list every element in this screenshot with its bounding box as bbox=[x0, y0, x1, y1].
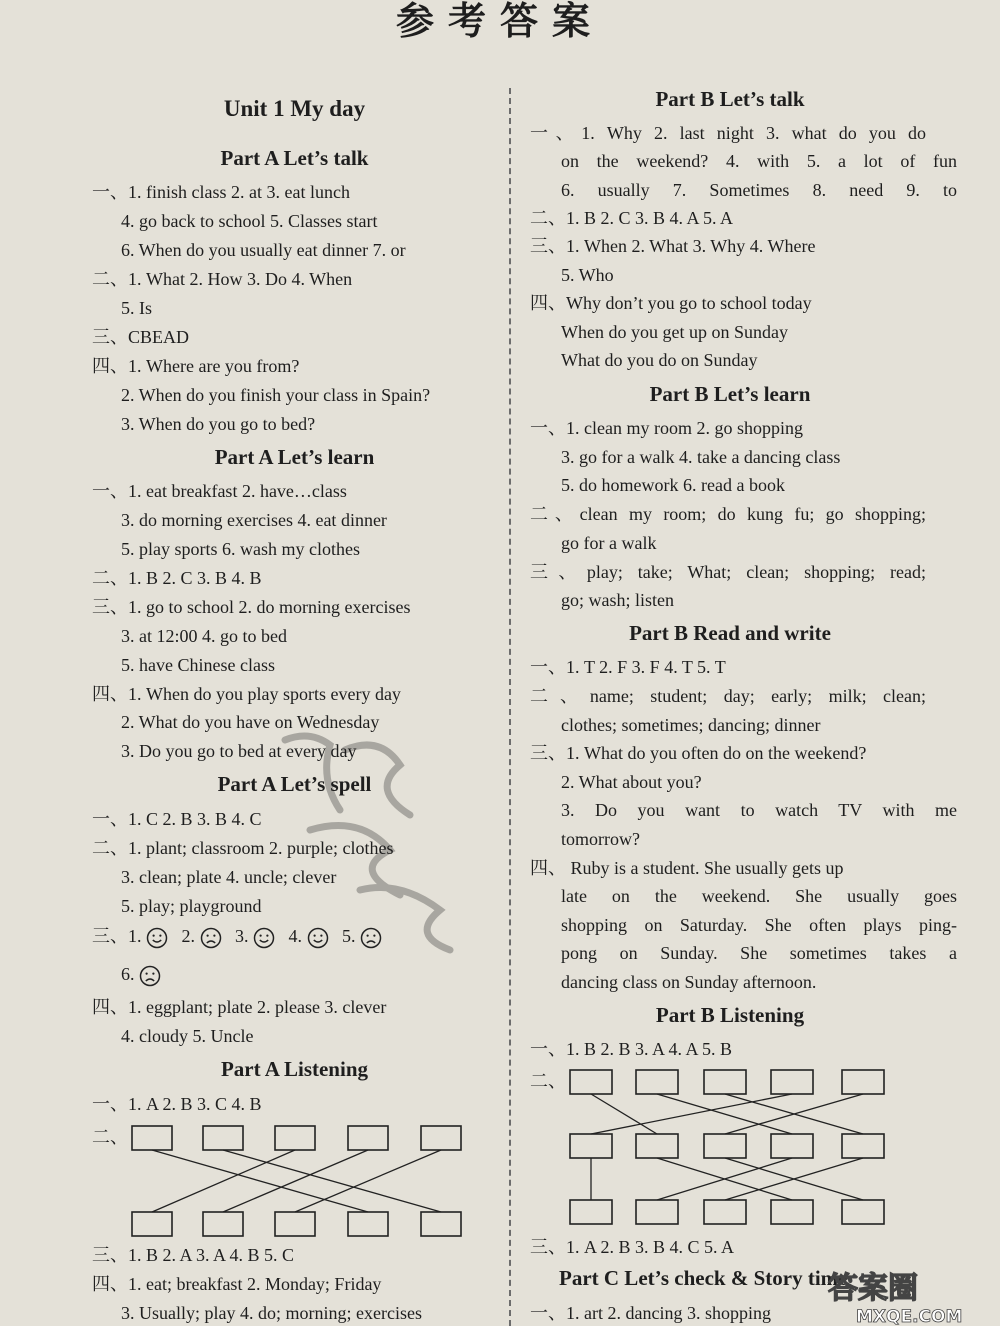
sad-face-icon bbox=[139, 965, 161, 987]
answer-line: 一、1. art 2. dancing 3. shopping bbox=[530, 1303, 771, 1323]
answer-line: When do you get up on Sunday bbox=[561, 322, 788, 342]
answer-line: 5. have Chinese class bbox=[121, 655, 275, 675]
answer-line: 3. at 12:00 4. go to bed bbox=[121, 626, 287, 646]
answer-line: 6. usually 7. Sometimes 8. need 9. to bbox=[561, 180, 957, 200]
match-label: 二、 bbox=[530, 1071, 566, 1091]
heading-partB-listening: Part B Listening bbox=[655, 1003, 805, 1027]
answer-line: 二、1. B 2. C 3. B 4. B bbox=[92, 568, 262, 588]
match-box-top-1 bbox=[570, 1070, 612, 1094]
answer-line: 四、1. Where are you from? bbox=[92, 356, 300, 376]
answer-line: 四、1. eat; breakfast 2. Monday; Friday bbox=[92, 1274, 382, 1294]
match-box-middle-4 bbox=[771, 1134, 813, 1158]
answer-line: 二、1. plant; classroom 2. purple; clothes bbox=[92, 838, 394, 858]
answer-line: 三、1. A 2. B 3. B 4. C 5. A bbox=[530, 1237, 735, 1257]
answer-line: 2. What about you? bbox=[561, 772, 702, 792]
heading-partC: Part C Let’s check & Story time bbox=[559, 1266, 848, 1290]
faces-row-2 bbox=[121, 963, 161, 987]
answer-line: late on the weekend. She usually goes bbox=[561, 886, 957, 906]
answer-line: dancing class on Sunday afternoon. bbox=[561, 972, 817, 992]
match-box-middle-5 bbox=[842, 1134, 884, 1158]
column-divider bbox=[509, 88, 511, 1326]
face-num: 2. bbox=[181, 926, 195, 946]
answer-line: 3. Do you go to bed at every day bbox=[121, 741, 357, 761]
face-num: 1. bbox=[128, 926, 142, 946]
watermark-bottom-text: MXQE.COM bbox=[856, 1307, 963, 1326]
answer-line: clothes; sometimes; dancing; dinner bbox=[561, 715, 821, 735]
answer-line: 四、1. eggplant; plate 2. please 3. clever bbox=[92, 997, 387, 1017]
answer-line: 3. do morning exercises 4. eat dinner bbox=[121, 510, 387, 530]
heading-partA-listening: Part A Listening bbox=[220, 1057, 368, 1081]
match-box-top-2 bbox=[203, 1126, 243, 1150]
match-box-bottom-5 bbox=[842, 1200, 884, 1224]
answer-line: 5. do homework 6. read a book bbox=[561, 475, 785, 495]
answer-line: 一、1. finish class 2. at 3. eat lunch bbox=[92, 182, 350, 202]
watermark-top-text: 答案圈 bbox=[828, 1271, 918, 1306]
match-box-bottom-2 bbox=[203, 1212, 243, 1236]
answer-line: 3. Usually; play 4. do; morning; exercises bbox=[121, 1303, 422, 1323]
match-box-top-4 bbox=[771, 1070, 813, 1094]
match-box-bottom-5 bbox=[421, 1212, 461, 1236]
match-box-bottom-3 bbox=[704, 1200, 746, 1224]
answer-line: 一、1. B 2. B 3. A 4. A 5. B bbox=[530, 1039, 733, 1059]
smiley-face-icon bbox=[146, 927, 168, 949]
answer-line: 4. cloudy 5. Uncle bbox=[121, 1026, 254, 1046]
unit-title: Unit 1 My day bbox=[223, 96, 366, 121]
match-box-middle-3 bbox=[704, 1134, 746, 1158]
match-line bbox=[657, 1094, 792, 1134]
answer-line: 一、1. Why 2. last night 3. what do you do bbox=[530, 123, 926, 143]
page-title: 参考答案 bbox=[395, 1, 604, 43]
match-box-top-2 bbox=[636, 1070, 678, 1094]
answer-line: 二、clean my room; do kung fu; go shopping; bbox=[530, 504, 926, 524]
heading-partB-talk: Part B Let’s talk bbox=[655, 87, 805, 111]
answer-line: 三、1. When 2. What 3. Why 4. Where bbox=[530, 236, 816, 256]
answer-line: 3. Do you want to watch TV with me bbox=[561, 800, 957, 820]
answer-line: 4. go back to school 5. Classes start bbox=[121, 211, 378, 231]
match-line bbox=[223, 1150, 441, 1212]
answer-line: 2. When do you finish your class in Spain? bbox=[121, 385, 431, 405]
answer-line: 一、1. clean my room 2. go shopping bbox=[530, 418, 803, 438]
answer-line: 四、1. When do you play sports every day bbox=[92, 684, 401, 704]
heading-partA-learn: Part A Let’s learn bbox=[214, 445, 375, 469]
stamp-logo bbox=[250, 720, 480, 960]
answer-line: 一、1. eat breakfast 2. have…class bbox=[92, 481, 347, 501]
match-label: 二、 bbox=[92, 1127, 128, 1147]
answer-line: 二、1. B 2. C 3. B 4. A 5. A bbox=[530, 208, 734, 228]
answer-line: 三、play; take; What; clean; shopping; read; bbox=[530, 562, 926, 582]
answer-line: What do you do on Sunday bbox=[561, 350, 758, 370]
faces-label: 三、 bbox=[92, 926, 128, 946]
answer-line: 三、1. What do you often do on the weekend? bbox=[530, 743, 867, 763]
matching-diagram bbox=[92, 1120, 492, 1240]
match-box-bottom-3 bbox=[275, 1212, 315, 1236]
matching-diagram bbox=[530, 1064, 930, 1234]
answer-line: 5. play; playground bbox=[121, 896, 262, 916]
answer-line: 三、1. go to school 2. do morning exercises bbox=[92, 597, 411, 617]
answer-line: 5. Who bbox=[561, 265, 614, 285]
answer-line: tomorrow? bbox=[561, 829, 640, 849]
heading-partA-talk: Part A Let’s talk bbox=[220, 146, 369, 170]
answer-line: 3. go for a walk 4. take a dancing class bbox=[561, 447, 841, 467]
match-box-bottom-4 bbox=[348, 1212, 388, 1236]
match-box-middle-2 bbox=[636, 1134, 678, 1158]
heading-partB-learn: Part B Let’s learn bbox=[649, 382, 811, 406]
match-box-bottom-4 bbox=[771, 1200, 813, 1224]
match-box-bottom-1 bbox=[570, 1200, 612, 1224]
answer-line: 四、Why don’t you go to school today bbox=[530, 293, 812, 313]
answer-line: 3. clean; plate 4. uncle; clever bbox=[121, 867, 337, 887]
heading-partB-read: Part B Read and write bbox=[629, 621, 831, 645]
answer-line: 三、CBEAD bbox=[92, 327, 190, 347]
answer-line: 一、1. T 2. F 3. F 4. T 5. T bbox=[530, 657, 726, 677]
match-line bbox=[152, 1150, 368, 1212]
match-line bbox=[152, 1150, 295, 1212]
heading-partA-spell: Part A Let’s spell bbox=[217, 772, 372, 796]
match-box-top-4 bbox=[348, 1126, 388, 1150]
match-line bbox=[295, 1150, 441, 1212]
answer-line: 一、1. C 2. B 3. B 4. C bbox=[92, 809, 262, 829]
match-line bbox=[591, 1094, 792, 1134]
answer-line: 二、1. What 2. How 3. Do 4. When bbox=[92, 269, 353, 289]
answer-line: pong on Sunday. She sometimes takes a bbox=[561, 943, 957, 963]
match-box-middle-1 bbox=[570, 1134, 612, 1158]
face-num: 3. bbox=[235, 926, 249, 946]
sad-face-icon bbox=[200, 927, 222, 949]
answer-line: 5. play sports 6. wash my clothes bbox=[121, 539, 360, 559]
answer-line: 二、name; student; day; early; milk; clean; bbox=[530, 686, 926, 706]
match-box-bottom-1 bbox=[132, 1212, 172, 1236]
answer-line: shopping on Saturday. She often plays ping- bbox=[561, 915, 957, 935]
answer-line: 6. When do you usually eat dinner 7. or bbox=[121, 240, 406, 260]
match-box-bottom-2 bbox=[636, 1200, 678, 1224]
answer-line: 一、1. A 2. B 3. C 4. B bbox=[92, 1094, 262, 1114]
match-box-top-1 bbox=[132, 1126, 172, 1150]
face-num: 5. bbox=[342, 926, 356, 946]
answer-line: go; wash; listen bbox=[561, 590, 674, 610]
match-line bbox=[223, 1150, 368, 1212]
face-num: 4. bbox=[288, 926, 302, 946]
answer-line: go for a walk bbox=[561, 533, 657, 553]
answer-line: 四、 Ruby is a student. She usually gets up bbox=[530, 858, 844, 878]
answer-line: 3. When do you go to bed? bbox=[121, 414, 316, 434]
match-box-top-3 bbox=[704, 1070, 746, 1094]
match-box-top-5 bbox=[842, 1070, 884, 1094]
match-box-top-5 bbox=[421, 1126, 461, 1150]
answer-line: on the weekend? 4. with 5. a lot of fun bbox=[561, 151, 957, 171]
answer-line: 5. Is bbox=[121, 298, 152, 318]
answer-line: 三、1. B 2. A 3. A 4. B 5. C bbox=[92, 1245, 295, 1265]
watermark-logo bbox=[822, 1264, 998, 1326]
answer-line: 2. What do you have on Wednesday bbox=[121, 712, 380, 732]
face-num: 6. bbox=[121, 964, 135, 984]
match-box-top-3 bbox=[275, 1126, 315, 1150]
